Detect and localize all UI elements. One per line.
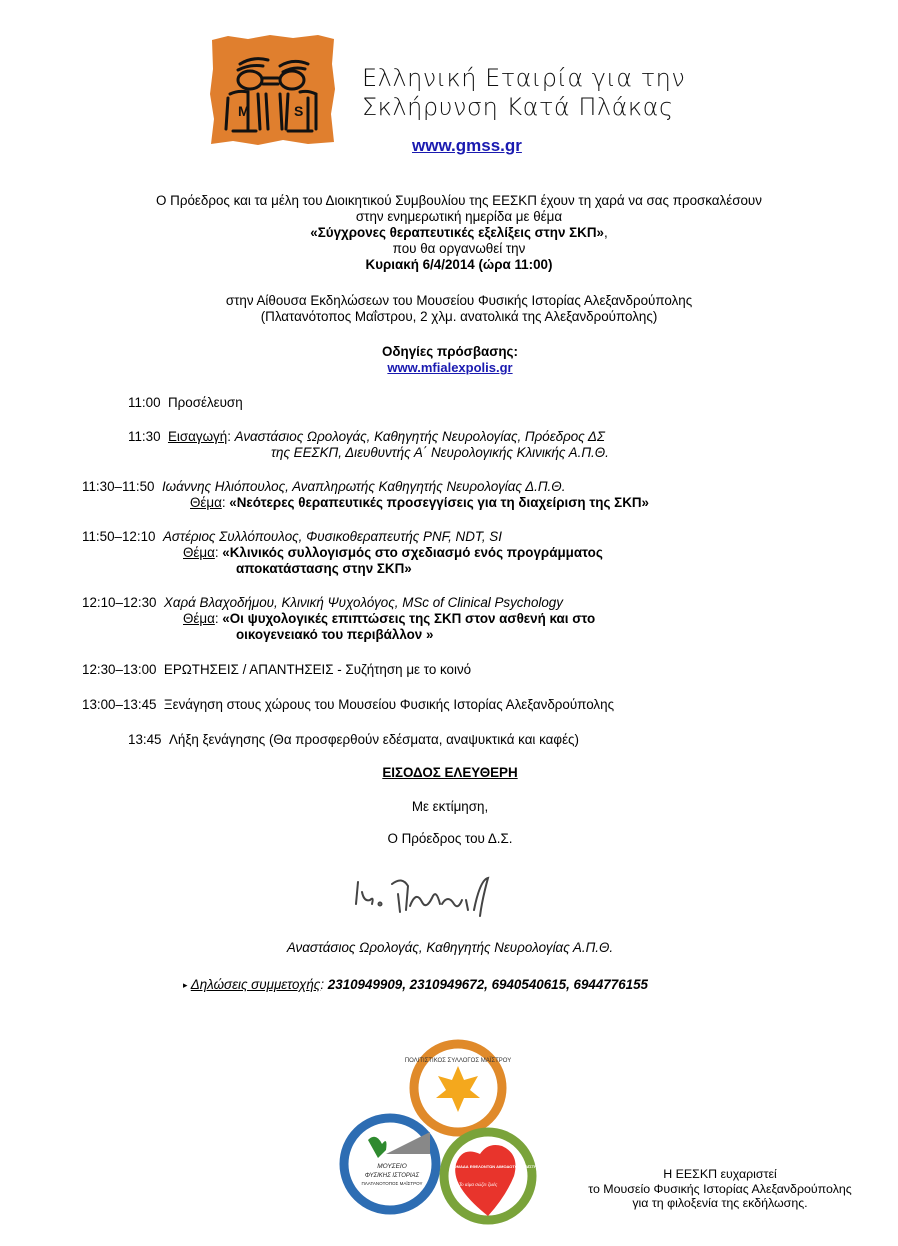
registration-label: Δηλώσεις συμμετοχής xyxy=(190,977,321,992)
gmss-logo xyxy=(208,34,336,146)
signature xyxy=(350,870,530,930)
svg-text:ΠΛΑΤΑΝΟΤΟΠΟΣ ΜΑΪΣΤΡΟΥ: ΠΛΑΤΑΝΟΤΟΠΟΣ ΜΑΪΣΤΡΟΥ xyxy=(361,1181,423,1186)
svg-text:ΦΥΣΙΚΗΣ ΙΣΤΟΡΙΑΣ: ΦΥΣΙΚΗΣ ΙΣΤΟΡΙΑΣ xyxy=(364,1173,420,1179)
schedule-time: 12:10–12:30 xyxy=(82,595,157,610)
schedule-time: 11:00 xyxy=(128,395,161,410)
invitation-intro xyxy=(0,193,898,273)
schedule-speaker: Ιωάννης Ηλιόπουλος, Αναπληρωτής Καθηγητής Νευρολογίας Δ.Π.Θ. xyxy=(161,479,566,494)
topic-label: Θέμα xyxy=(190,495,222,510)
schedule-text: Λήξη ξενάγησης (Θα προσφερθούν εδέσματα, αναψυκτικά και καφές) xyxy=(168,732,579,747)
schedule-topic: Θέμα: «Οι ψυχολογικές επιπτώσεις της ΣΚΠ στον ασθενή και στο xyxy=(183,611,596,626)
closing-greeting: Με εκτίμηση, xyxy=(411,799,489,814)
topic-title-cont: οικογενειακό του περιβάλλον » xyxy=(236,627,434,642)
schedule-speaker: Αστέριος Συλλόπουλος, Φυσικοθεραπευτής PNF, NDT, SI xyxy=(162,529,502,544)
org-name-line1: Ελληνική Εταιρία για την xyxy=(362,64,686,92)
partner-logos xyxy=(338,1036,548,1232)
president-title: Ο Πρόεδρος του Δ.Σ. xyxy=(387,831,513,846)
schedule-time: 11:50–12:10 xyxy=(82,529,156,544)
schedule-item xyxy=(82,662,471,678)
museum-logo xyxy=(344,1118,436,1210)
svg-text:ΠΟΛΙΤΙΣΤΙΚΟΣ ΣΥΛΛΟΓΟΣ ΜΑΪΣΤΡΟΥ: ΠΟΛΙΤΙΣΤΙΚΟΣ ΣΥΛΛΟΓΟΣ ΜΑΪΣΤΡΟΥ xyxy=(404,1058,512,1064)
topic-label: Θέμα xyxy=(183,611,215,626)
event-title-line xyxy=(0,225,898,241)
schedule-time: 13:45 xyxy=(128,732,162,747)
topic-title-cont: αποκατάστασης στην ΣΚΠ» xyxy=(236,561,412,576)
intro-line: που θα οργανωθεί την xyxy=(392,241,526,256)
schedule-label: Εισαγωγή xyxy=(167,429,228,444)
topic-title: «Νεότερες θεραπευτικές προσεγγίσεις για τη διαχείριση της ΣΚΠ» xyxy=(229,495,649,510)
schedule-time: 11:30–11:50 xyxy=(82,479,155,494)
svg-text:M: M xyxy=(238,103,250,119)
venue-line1: στην Αίθουσα Εκδηλώσεων του Μουσείου Φυσικής Ιστορίας Αλεξανδρούπολης xyxy=(225,293,693,308)
thanks-line: για τη φιλοξενία της εκδήλωσης. xyxy=(632,1196,808,1210)
schedule-topic: Θέμα: «Νεότερες θεραπευτικές προσεγγίσεις για τη διαχείριση της ΣΚΠ» xyxy=(190,495,649,510)
topic-title: «Οι ψυχολογικές επιπτώσεις της ΣΚΠ στον ασθενή και στο xyxy=(222,611,596,626)
thanks-line: Η ΕΕΣΚΠ ευχαριστεί xyxy=(663,1167,777,1181)
registration-phones: 2310949909, 2310949672, 6940540615, 6944776155 xyxy=(327,977,648,992)
thanks-note xyxy=(560,1167,880,1211)
topic-title: «Κλινικός συλλογισμός στο σχεδιασμό ενός προγράμματος xyxy=(222,545,603,560)
org-name-line2: Σκλήρυνση Κατά Πλάκας xyxy=(362,93,674,121)
schedule-speaker: Αναστάσιος Ωρολογάς, Καθηγητής Νευρολογίας, Πρόεδρος ΔΣ xyxy=(234,429,605,444)
thanks-line: το Μουσείο Φυσικής Ιστορίας Αλεξανδρούπολης xyxy=(588,1181,852,1196)
access-label: Οδηγίες πρόσβασης: xyxy=(382,344,518,359)
organization-name xyxy=(362,64,685,122)
event-title: «Σύγχρονες θεραπευτικές εξελίξεις στην ΣΚΠ» xyxy=(310,225,604,240)
schedule-text: Προσέλευση xyxy=(167,395,243,410)
access-link[interactable]: www.mfialexpolis.gr xyxy=(387,360,513,375)
schedule-speaker-cont: της ΕΕΣΚΠ, Διευθυντής Α΄ Νευρολογικής Κλινικής Α.Π.Θ. xyxy=(271,445,609,460)
schedule-item: 11:30 Εισαγωγή: Αναστάσιος Ωρολογάς, Καθηγητής Νευρολογίας, Πρόεδρος ΔΣ xyxy=(128,429,605,444)
schedule-time: 13:00–13:45 xyxy=(82,697,157,712)
intro-line: Ο Πρόεδρος και τα μέλη του Διοικητικού Συμβουλίου της ΕΕΣΚΠ έχουν τη χαρά να σας προσκαλέσουν xyxy=(156,193,762,208)
schedule-item xyxy=(128,395,243,411)
svg-text:ΟΜΑΔΑ ΕΘΕΛΟΝΤΩΝ ΑΙΜΟΔΟΤΩΝ ΜΑΪΣ: ΟΜΑΔΑ ΕΘΕΛΟΝΤΩΝ ΑΙΜΟΔΟΤΩΝ ΜΑΪΣΤΡΟΥ xyxy=(453,1164,543,1169)
schedule-item xyxy=(82,595,563,611)
registration-info: ▸ Δηλώσεις συμμετοχής: 2310949909, 2310949672, 6940540615, 6944776155 xyxy=(183,977,648,992)
intro-line: στην ενημερωτική ημερίδα με θέμα xyxy=(355,209,563,224)
event-title-suffix: , xyxy=(603,225,608,240)
cultural-association-logo xyxy=(405,1044,512,1132)
svg-text:ΜΟΥΣΕΙΟ: ΜΟΥΣΕΙΟ xyxy=(377,1163,407,1170)
bullet-arrow-icon: ▸ xyxy=(183,980,188,990)
blood-donors-logo xyxy=(444,1132,543,1220)
free-entry: ΕΙΣΟΔΟΣ ΕΛΕΥΘΕΡΗ xyxy=(382,765,518,780)
schedule-item xyxy=(82,697,614,713)
schedule-item xyxy=(82,479,565,495)
schedule-text: ΕΡΩΤΗΣΕΙΣ / ΑΠΑΝΤΗΣΕΙΣ - Συζήτηση με το κοινό xyxy=(163,662,472,677)
website-link[interactable]: www.gmss.gr xyxy=(412,136,522,155)
venue-line2: (Πλατανότοπος Μαΐστρου, 2 χλμ. ανατολικά της Αλεξανδρούπολης) xyxy=(260,309,658,324)
access-directions xyxy=(0,344,898,376)
venue xyxy=(0,293,898,325)
schedule-time: 12:30–13:00 xyxy=(82,662,157,677)
schedule-item xyxy=(82,529,502,545)
topic-label: Θέμα xyxy=(183,545,215,560)
svg-text:Το αίμα σώζει ζωές: Το αίμα σώζει ζωές xyxy=(458,1183,498,1188)
schedule-speaker: Χαρά Βλαχοδήμου, Κλινική Ψυχολόγος, MSc of Clinical Psychology xyxy=(163,595,563,610)
signatory-name: Αναστάσιος Ωρολογάς, Καθηγητής Νευρολογίας Α.Π.Θ. xyxy=(286,940,614,955)
svg-text:S: S xyxy=(294,103,304,119)
schedule-text: Ξενάγηση στους χώρους του Μουσείου Φυσικής Ιστορίας Αλεξανδρούπολης xyxy=(163,697,615,712)
schedule-time: 11:30 xyxy=(128,429,161,444)
schedule-topic: Θέμα: «Κλινικός συλλογισμός στο σχεδιασμό ενός προγράμματος xyxy=(183,545,603,560)
schedule-item xyxy=(128,732,579,748)
event-date: Κυριακή 6/4/2014 (ώρα 11:00) xyxy=(365,257,553,272)
